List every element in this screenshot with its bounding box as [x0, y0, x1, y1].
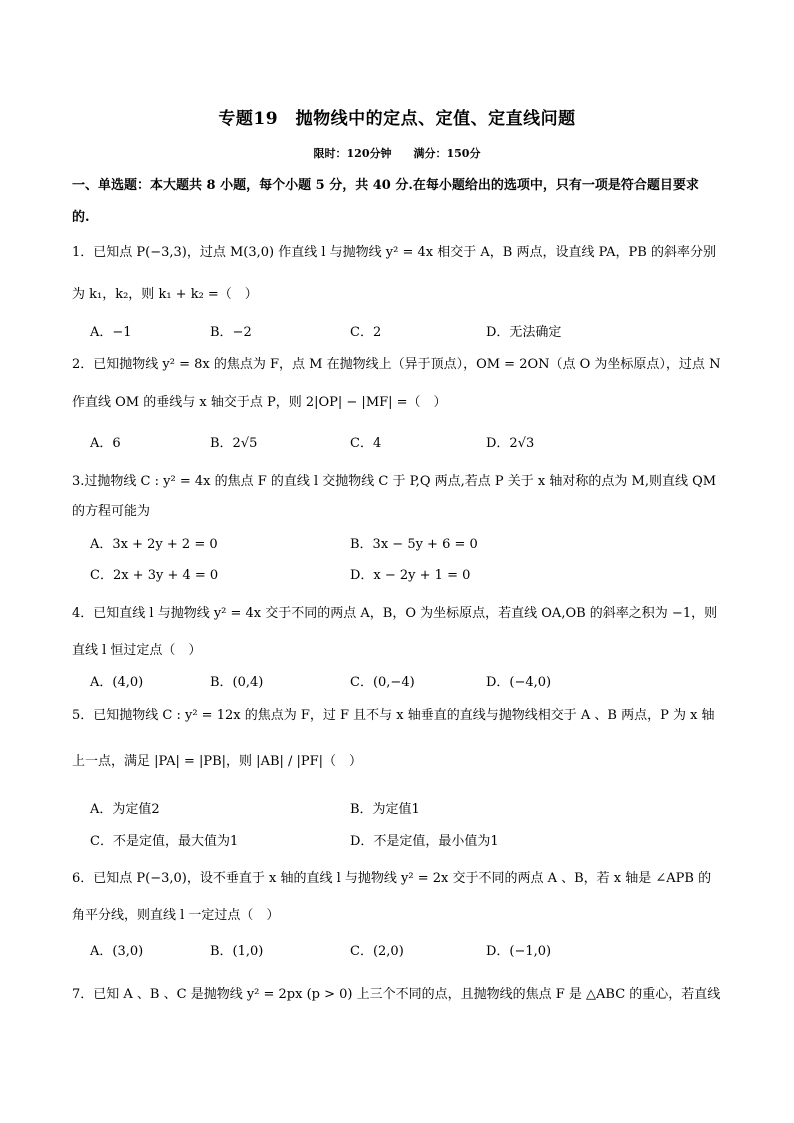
question-6-option-a[interactable]: A．(3,0) [90, 944, 144, 959]
question-2-line-2: 作直线 OM 的垂线与 x 轴交于点 P，则 2|OP| − |MF| =（ ） [72, 395, 447, 410]
question-6-option-d[interactable]: D．(−1,0) [486, 944, 552, 959]
question-1-option-c[interactable]: C．2 [350, 325, 382, 340]
question-1-option-d[interactable]: D．无法确定 [486, 325, 562, 340]
question-3-line-1: 3.过抛物线 C : y² = 4x 的焦点 F 的直线 l 交抛物线 C 于 P,Q 两点,若点 P 关于 x 轴对称的点为 M,则直线 QM [72, 474, 717, 489]
question-5-option-b[interactable]: B．为定值1 [350, 802, 420, 817]
question-1-line-2: 为 k₁，k₂，则 k₁ + k₂ =（ ） [72, 287, 258, 302]
question-3-option-b[interactable]: B．3x − 5y + 6 = 0 [350, 537, 478, 552]
page-subtitle: 限时：120分钟 满分：150分 [313, 147, 481, 160]
question-2-line-1: 2．已知抛物线 y² = 8x 的焦点为 F，点 M 在抛物线上（异于顶点），OM = 2ON（点 O 为坐标原点），过点 N [72, 357, 721, 372]
question-2-option-b[interactable]: B．2√5 [210, 436, 258, 451]
section-heading-line-2: 的. [72, 210, 90, 225]
question-6-line-2: 角平分线，则直线 l 一定过点（ ） [72, 908, 280, 923]
question-5-options-row-2 [90, 832, 728, 852]
question-7-line-1: 7．已知 A 、B 、C 是抛物线 y² = 2px (p > 0) 上三个不同的点，且抛物线的焦点 F 是 △ABC 的重心，若直线 [72, 987, 721, 1002]
question-2-option-a[interactable]: A．6 [90, 436, 121, 451]
question-1-option-b[interactable]: B．−2 [210, 325, 252, 340]
question-1-options [90, 323, 728, 343]
question-5-option-a[interactable]: A．为定值2 [90, 802, 160, 817]
question-3-option-d[interactable]: D．x − 2y + 1 = 0 [350, 568, 471, 583]
question-4-line-1: 4．已知直线 l 与抛物线 y² = 4x 交于不同的两点 A，B，O 为坐标原点，若直线 OA,OB 的斜率之积为 −1，则 [72, 606, 718, 621]
question-4-option-a[interactable]: A．(4,0) [90, 675, 144, 690]
question-1-line-1: 1．已知点 P(−3,3)，过点 M(3,0) 作直线 l 与抛物线 y² = 4x 相交于 A，B 两点，设直线 PA，PB 的斜率分别 [72, 245, 716, 260]
question-2-option-c[interactable]: C．4 [350, 436, 382, 451]
question-2-options [90, 434, 728, 454]
question-6-option-b[interactable]: B．(1,0) [210, 944, 264, 959]
question-3-line-2: 的方程可能为 [72, 504, 151, 519]
question-4-option-b[interactable]: B．(0,4) [210, 675, 264, 690]
question-3-options-row-1 [90, 535, 728, 555]
question-6-option-c[interactable]: C．(2,0) [350, 944, 404, 959]
question-3-option-c[interactable]: C．2x + 3y + 4 = 0 [90, 568, 219, 583]
question-4-option-d[interactable]: D．(−4,0) [486, 675, 552, 690]
question-4-line-2: 直线 l 恒过定点（ ） [72, 643, 202, 658]
question-4-options [90, 673, 728, 693]
question-1-option-a[interactable]: A．−1 [90, 325, 132, 340]
question-3-option-a[interactable]: A．3x + 2y + 2 = 0 [90, 537, 218, 552]
question-3-options-row-2 [90, 566, 728, 586]
page-title: 专题19 抛物线中的定点、定值、定直线问题 [218, 109, 576, 129]
question-5-options-row-1 [90, 800, 728, 820]
question-6-line-1: 6．已知点 P(−3,0)，设不垂直于 x 轴的直线 l 与抛物线 y² = 2x 交于不同的两点 A 、B，若 x 轴是 ∠APB 的 [72, 871, 712, 886]
section-heading-line-1: 一、单选题：本大题共 8 小题，每个小题 5 分，共 40 分.在每小题给出的选项中，只有一项是符合题目要求 [72, 178, 699, 193]
question-5-option-c[interactable]: C．不是定值，最大值为1 [90, 834, 239, 849]
question-6-options [90, 942, 728, 962]
question-4-option-c[interactable]: C．(0,−4) [350, 675, 415, 690]
question-5-option-d[interactable]: D．不是定值，最小值为1 [350, 834, 499, 849]
question-5-line-1: 5．已知抛物线 C : y² = 12x 的焦点为 F，过 F 且不与 x 轴垂直的直线与抛物线相交于 A 、B 两点，P 为 x 轴 [72, 708, 715, 723]
question-2-option-d[interactable]: D．2√3 [486, 436, 535, 451]
question-5-line-2: 上一点，满足 |PA| = |PB|，则 |AB| / |PF|（ ） [72, 754, 363, 769]
